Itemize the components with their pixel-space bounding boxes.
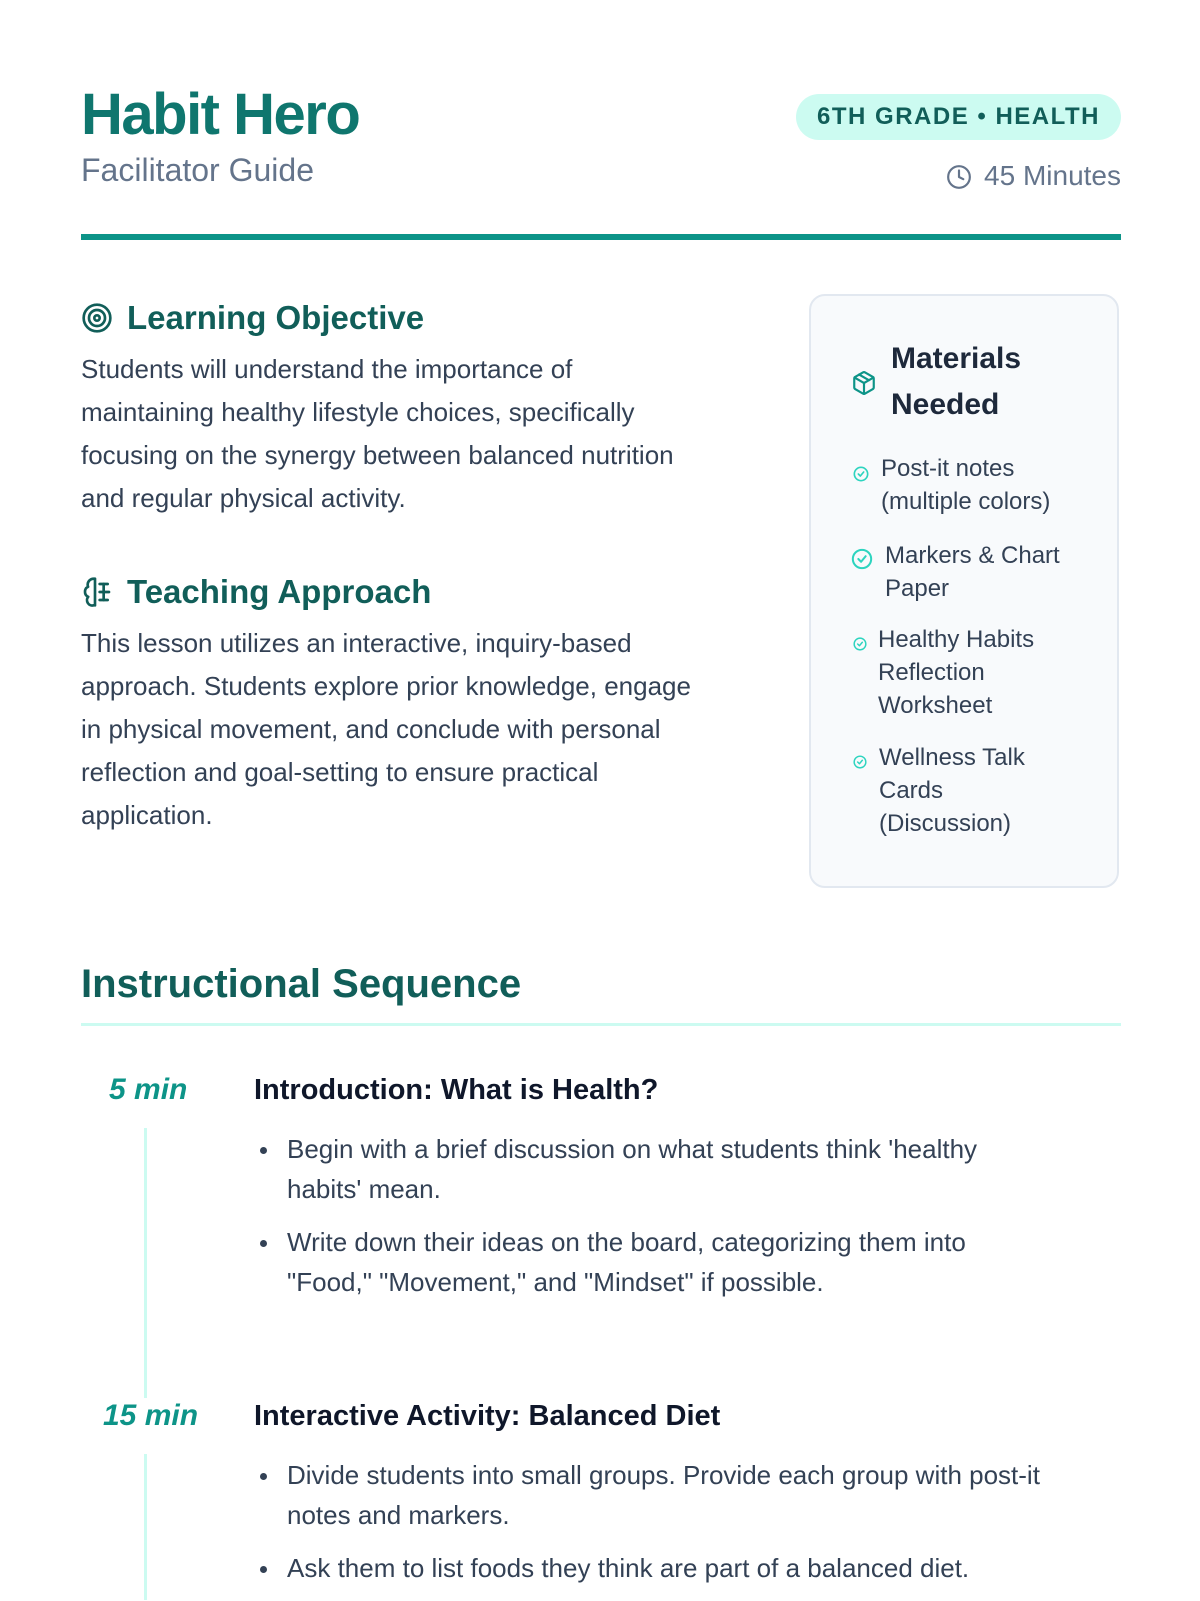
teaching-approach-section [81,564,781,837]
grade-badge: 6TH GRADE • HEALTH [796,94,1121,140]
step-bullet-text: Write down their ideas on the board, categorizing them into "Food," "Movement," and "Mindset" if possible. [287,1227,966,1297]
learning-objective-heading [81,290,761,346]
page-title: Habit Hero [81,82,360,147]
duration [946,156,1121,196]
step-duration: 5 min [109,1073,188,1106]
step-duration: 15 min [103,1399,199,1432]
step-bullets [254,1129,1122,1315]
teaching-approach-heading [81,564,781,620]
check-circle-icon [851,548,873,570]
learning-objective-heading-text: Learning Objective [127,299,425,336]
target-icon [81,302,113,334]
bullet-dot [260,1566,267,1573]
materials-card [809,294,1119,888]
step-bullet [254,1222,1122,1302]
step-title: Introduction: What is Health? [254,1074,659,1106]
material-item-label: Wellness Talk Cards (Discussion) [879,744,1025,837]
header [81,80,1121,240]
package-icon [851,370,877,396]
clock-icon [946,164,972,190]
bullet-dot [260,1240,267,1247]
step-title: Interactive Activity: Balanced Diet [254,1400,721,1432]
step-bullet-text: Divide students into small groups. Provide each group with post-it notes and markers. [287,1460,1040,1530]
check-circle-icon [853,755,867,769]
material-item-label: Markers & Chart Paper [885,542,1060,602]
teaching-approach-text: This lesson utilizes an interactive, inquiry-based approach. Students explore prior knowledge, engage in physical movement, and conclude with personal reflection and goal-setting to ensure practical application. [81,628,691,830]
timeline-connector [144,1128,147,1398]
learning-objective-section [81,290,761,520]
step-bullets [254,1455,1122,1601]
step-bullet [254,1548,1122,1588]
teaching-approach-heading-text: Teaching Approach [127,573,432,610]
instructional-sequence-heading: Instructional Sequence [81,962,522,1006]
header-divider [81,234,1121,240]
step-bullet-text: Begin with a brief discussion on what students think 'healthy habits' mean. [287,1134,978,1204]
duration-text: 45 Minutes [984,160,1121,191]
learning-objective-text: Students will understand the importance of maintaining healthy lifestyle choices, specifically focusing on the synergy between balanced nutrition and regular physical activity. [81,354,674,513]
material-item-label: Healthy Habits Reflection Worksheet [878,626,1035,719]
step-bullet [254,1455,1122,1535]
material-item-label: Post-it notes (multiple colors) [881,455,1051,515]
bullet-dot [260,1147,267,1154]
brain-icon [81,576,113,608]
step-bullet [254,1129,1122,1209]
timeline-connector [144,1454,147,1600]
sequence-divider [81,1023,1121,1026]
page-subtitle: Facilitator Guide [81,152,314,188]
materials-title: Materials Needed [891,342,1022,421]
check-circle-icon [853,466,869,482]
bullet-dot [260,1473,267,1480]
check-circle-icon [853,637,867,651]
step-bullet-text: Ask them to list foods they think are part of a balanced diet. [287,1553,970,1583]
lesson-guide-page [81,0,1121,1600]
